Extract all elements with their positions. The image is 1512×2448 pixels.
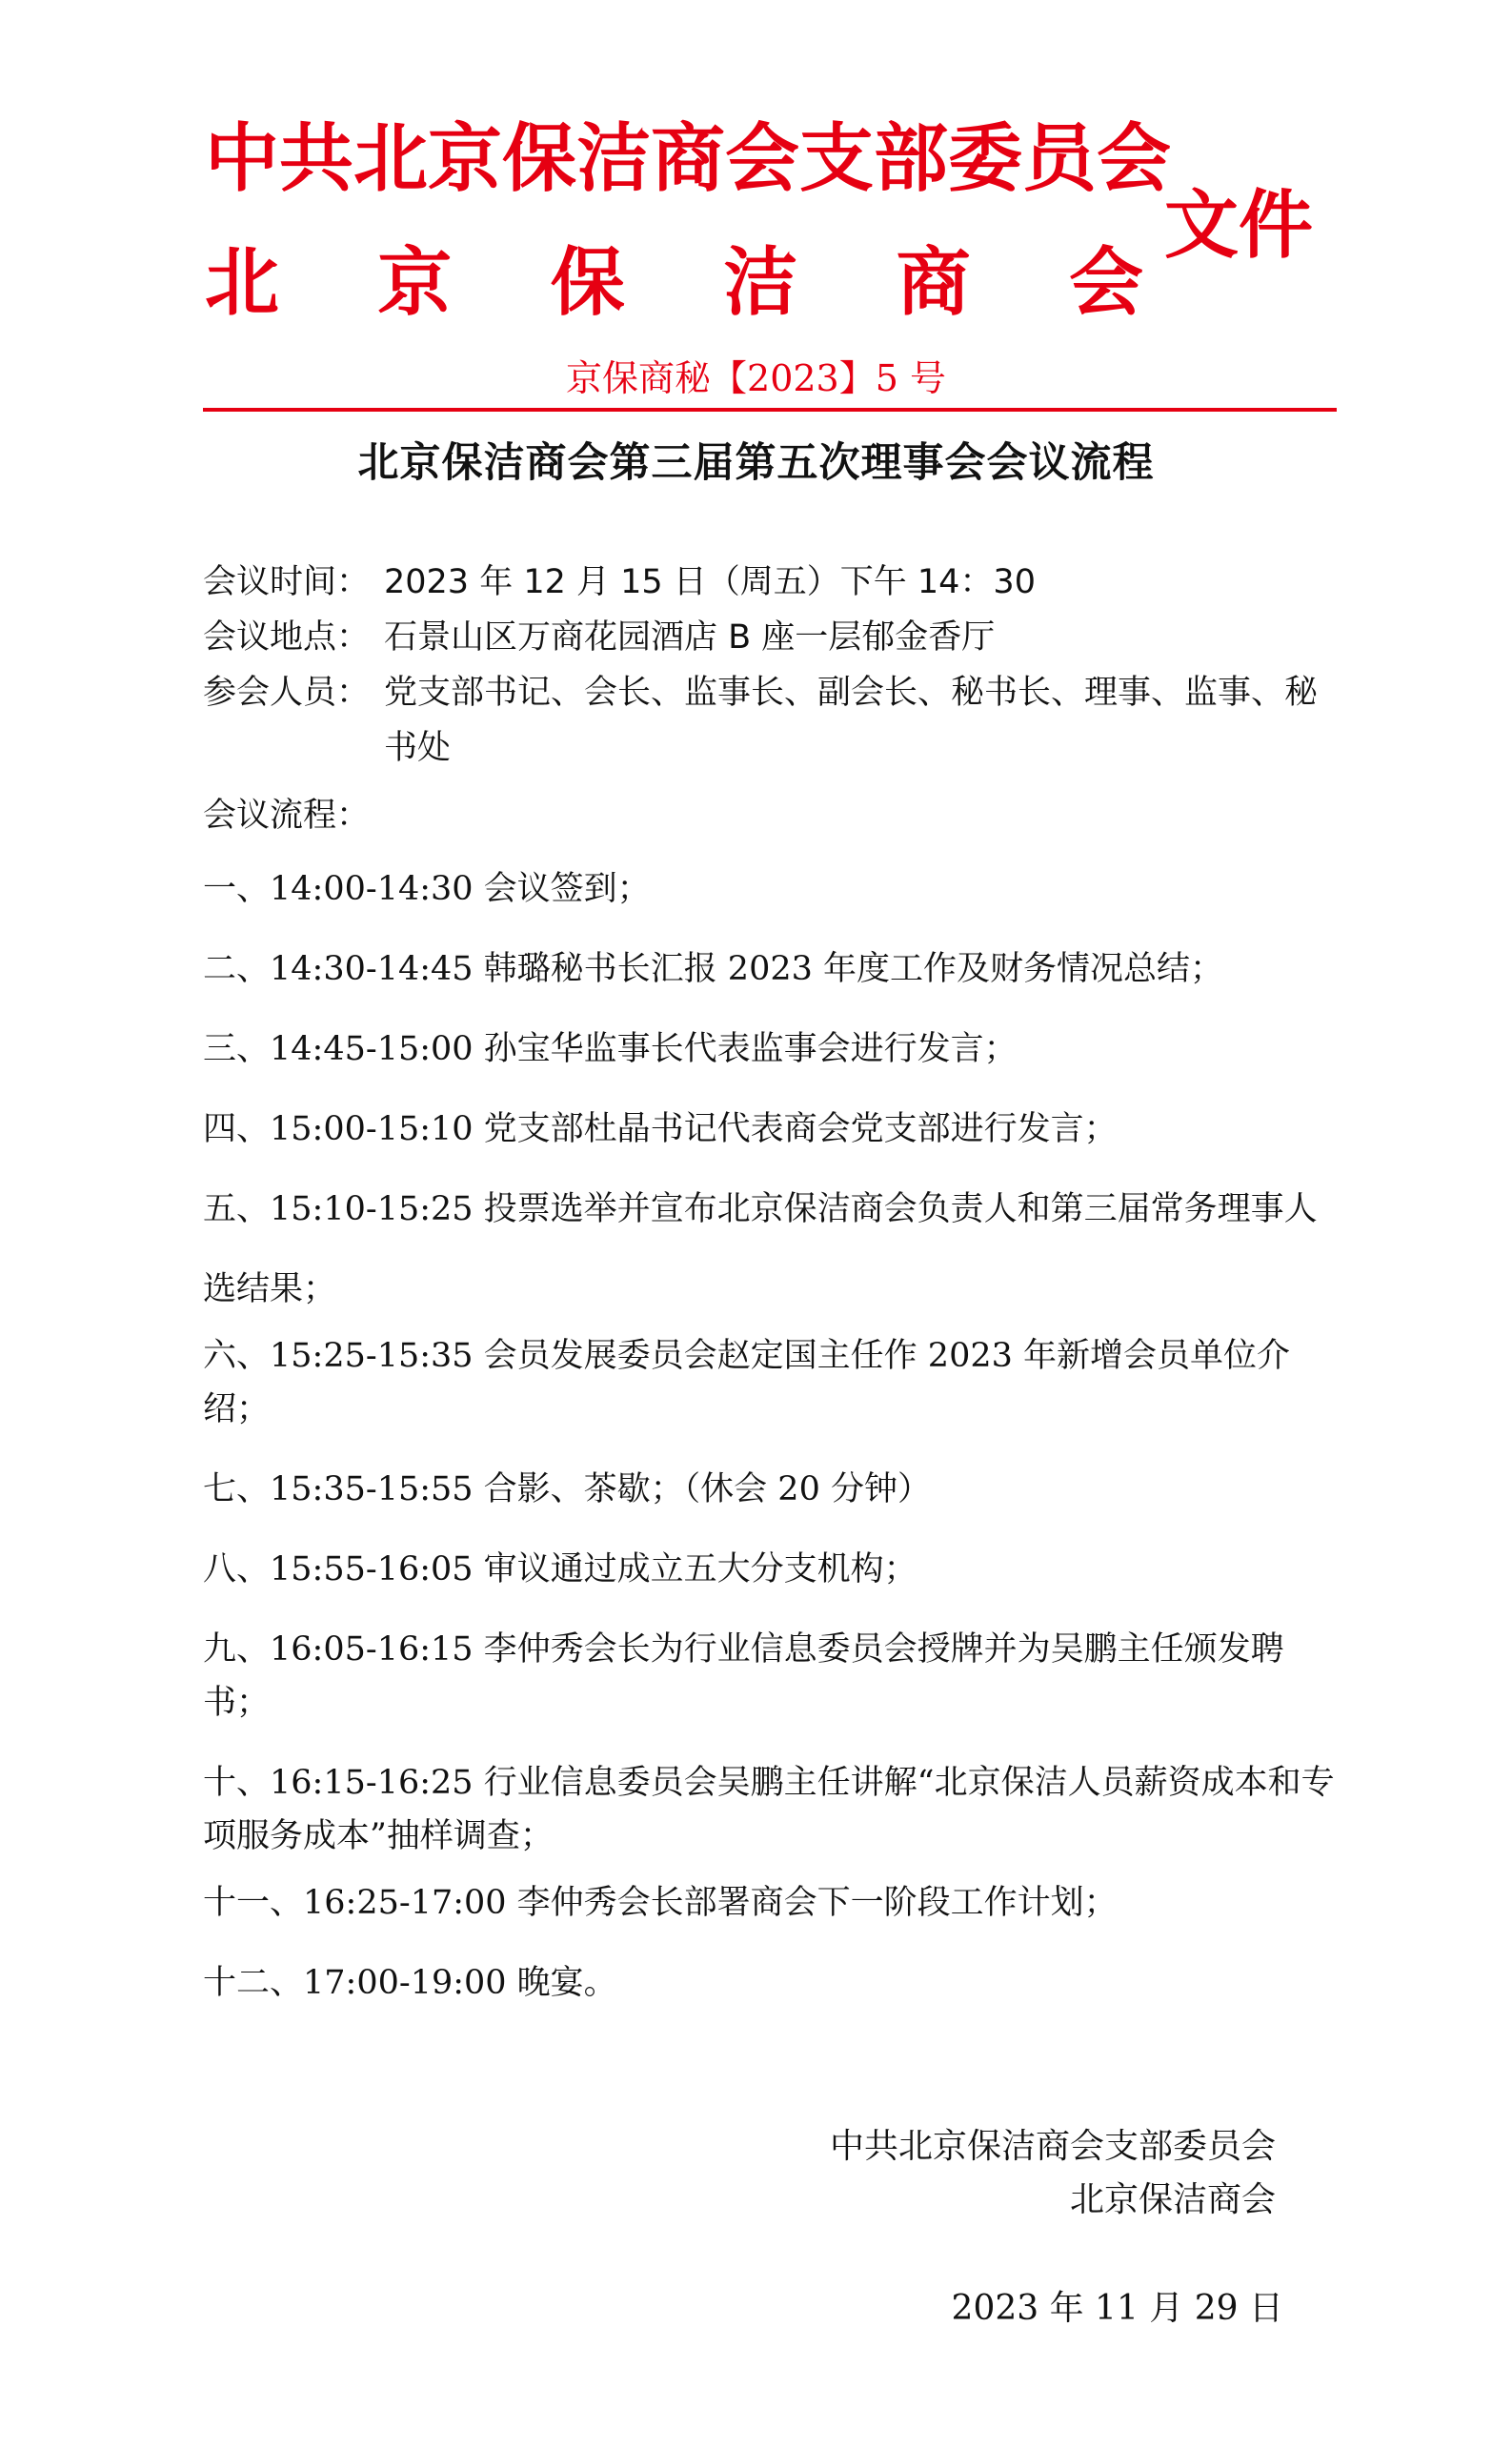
header-org-char: 保 [550,239,625,326]
header-org-party-branch: 中共北京保洁商会支部委员会 [205,115,1172,202]
agenda-heading: 会议流程： [203,797,371,835]
signature-block [830,2120,1276,2227]
agenda-item: 五、15:10-15:25 投票选举并宣布北京保洁商会负责人和第三届常务理事人选结果； [203,1190,1318,1308]
issue-date: 2023 年 11 月 29 日 [951,2289,1283,2328]
attendees-value: 党支部书记、会长、监事长、副会长、秘书长、理事、监事、秘书处 [384,674,1319,767]
header-suffix: 文件 [1164,182,1314,269]
header-org-chamber [205,239,1143,326]
agenda-item: 八、15:55-16:05 审议通过成立五大分支机构； [203,1550,917,1588]
agenda-list [203,862,1341,2036]
header-divider [203,408,1337,412]
agenda-item: 四、15:00-15:10 党支部杜晶书记代表商会党支部进行发言； [203,1110,1118,1148]
agenda-item: 七、15:35-15:55 合影、茶歇；（休会 20 分钟） [203,1470,931,1508]
agenda-item: 十一、16:25-17:00 李仲秀会长部署商会下一阶段工作计划； [203,1884,1118,1922]
agenda-item: 六、15:25-15:35 会员发展委员会赵定国主任作 2023 年新增会员单位介绍； [203,1337,1291,1428]
meeting-time-value: 2023 年 12 月 15 日（周五）下午 14：30 [384,563,1036,601]
document-number: 京保商秘【2023】5 号 [566,357,946,399]
meeting-time-label: 会议时间： [203,563,371,601]
agenda-item: 十二、17:00-19:00 晚宴。 [203,1964,617,2002]
signature-chamber: 北京保洁商会 [1069,2180,1276,2219]
signature-party-branch: 中共北京保洁商会支部委员会 [829,2127,1276,2166]
meeting-place-value: 石景山区万商花园酒店 B 座一层郁金香厅 [384,618,996,657]
agenda-item: 二、14:30-14:45 韩璐秘书长汇报 2023 年度工作及财务情况总结； [203,950,1224,988]
agenda-item: 三、14:45-15:00 孙宝华监事长代表监事会进行发言； [203,1030,1018,1068]
header-org-char: 商 [896,239,971,326]
header-org-char: 北 [205,239,280,326]
meeting-place-label: 会议地点： [203,618,371,657]
header-org-char: 洁 [723,239,798,326]
attendees-label: 参会人员： [203,674,371,712]
agenda-item: 十、16:15-16:25 行业信息委员会吴鹏主任讲解“北京保洁人员薪资成本和专项服务成本”抽样调查； [203,1764,1335,1855]
header-org-char: 京 [377,239,453,326]
header-org-char: 会 [1068,239,1143,326]
meeting-place-row [203,610,1346,665]
agenda-item: 九、16:05-16:15 李仲秀会长为行业信息委员会授牌并为吴鹏主任颁发聘书； [203,1630,1284,1722]
meeting-time-row [203,555,1346,610]
attendees-row [203,665,1346,776]
agenda-item: 一、14:00-14:30 会议签到； [203,870,651,908]
document-title: 北京保洁商会第三届第五次理事会会议流程 [357,439,1155,487]
